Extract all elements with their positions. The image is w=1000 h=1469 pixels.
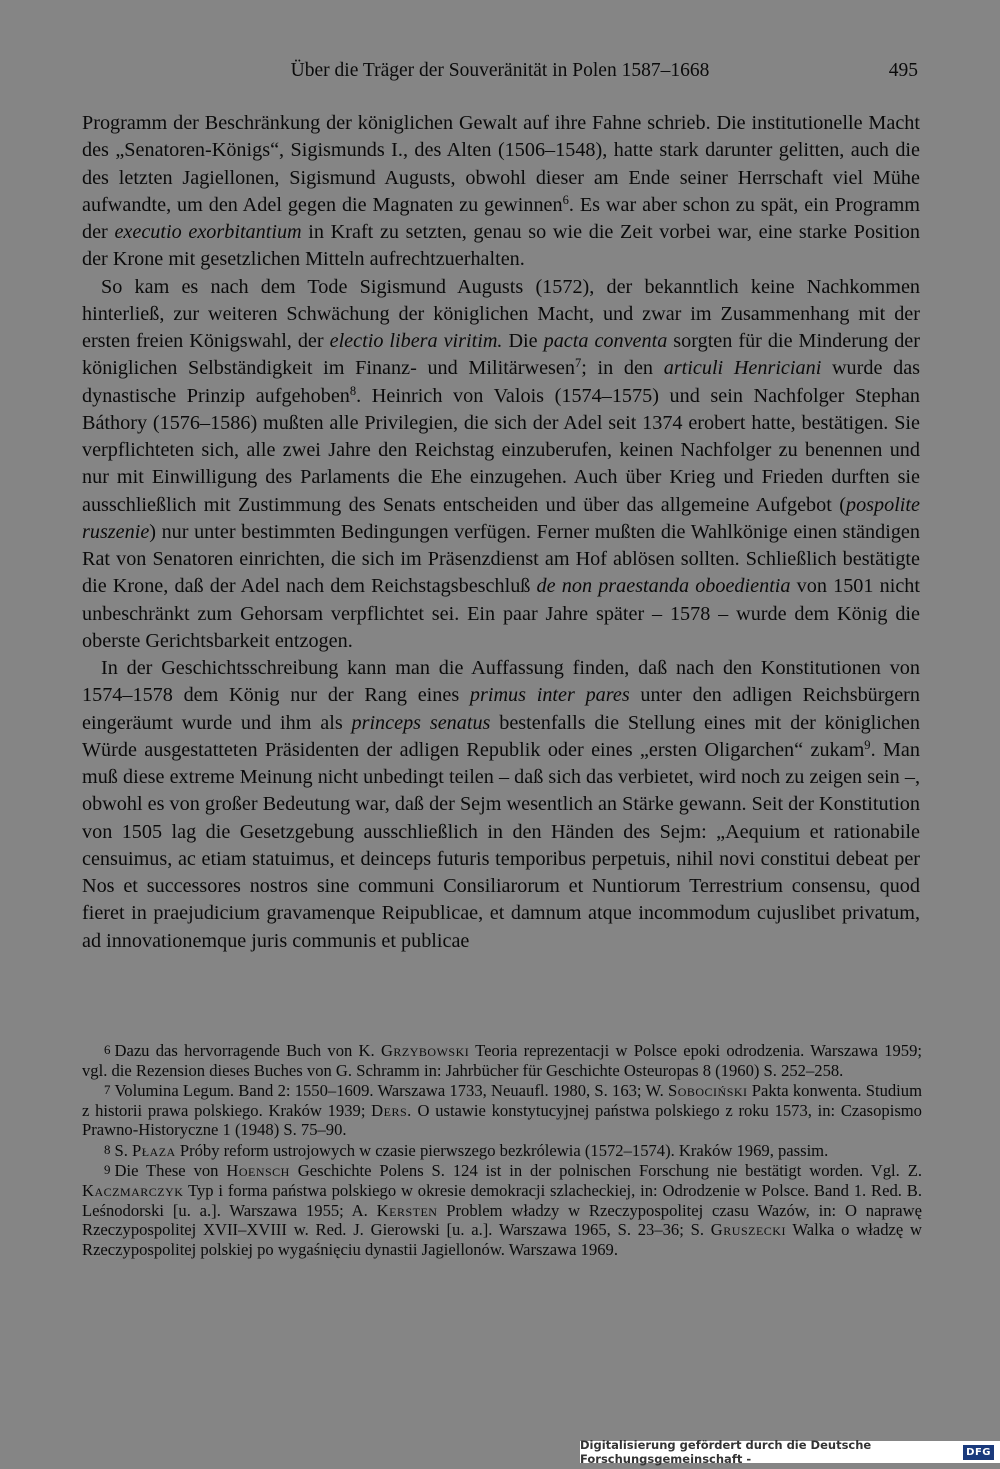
footnote-ref-8[interactable]: 8 bbox=[349, 383, 357, 398]
running-title: Über die Träger der Souveränität in Polen 1587–1668 bbox=[290, 60, 710, 81]
footnote-7: 7 Volumina Legum. Band 2: 1550–1609. Warszawa 1733, Neuaufl. 1980, S. 163; W. Sobociński Pakta konwenta. Studium z historii prawa polskiego. Kraków 1939; Ders. O ustawie konstytucyjnej państwa polskiego z roku 1573, in: Czasopismo Prawno-Historyczne 1 (1948) S. 75–90. bbox=[82, 1081, 922, 1140]
footnote-ref-6[interactable]: 6 bbox=[562, 192, 569, 207]
paragraph-2: So kam es nach dem Tode Sigismund Augusts (1572), der bekanntlich keine Nachkommen hinterließ, zur weiteren Schwächung der königlichen Macht, und zwar im Zusammenhang mit der ersten freien Königswahl, der electio libera viritim. Die pacta conventa sorgten für die Minderung der königlichen Selbständigkeit im Finanz- und Militärwesen$^7$; in den articuli Henriciani wurde das dynastische Prinzip aufgehoben$^8$. Heinrich von Valois (1574–1575) und sein Nachfolger Stephan Báthory (1576–1586) mußten alle Privilegien, die sich der Adel seit 1374 erobert hatte, bestätigen. Sie verpflichteten sich, alle zwei Jahre den Reichstag einzuberufen, keinen Nachfolger zu benennen und nur mit Einwilligung des Parlaments die Ehe einzugehen. Auch über Krieg und Frieden durften sie ausschließlich mit Zustimmung des Senats entscheiden und über das allgemeine Aufgebot (pospolite ruszenie) nur unter bestimmten Bedingungen verfügen. Ferner mußten die Wahlkönige einen ständigen Rat von Senatoren einrichten, die sich im Präsenzdienst am Hof ablösen sollten. Schließlich bestätigte die Krone, daß der Adel nach dem Reichstagsbeschluß de non praestanda oboedientia von 1501 nicht unbeschränkt zum Gehorsam verpflichtet sei. Ein paar Jahre später – 1578 – wurde dem König die oberste Gerichtsbarkeit entzogen. bbox=[82, 275, 921, 652]
paragraph-3: In der Geschichtsschreibung kann man die Auffassung finden, daß nach den Konstitutionen von 1574–1578 dem König nur der Rang eines primus inter pares unter den adligen Reichsbürgern eingeräumt wurde und ihm als princeps senatus bestenfalls die Stellung eines mit der königlichen Würde ausgestatteten Präsidenten der adligen Republik oder eines „ersten Oligarchen“ zukam$^9$. Man muß diese extreme Meinung nicht unbedingt teilen – daß sich das verbietet, wird noch zu zeigen sein –, obwohl es von großer Bedeutung war, daß der Sejm wesentlich an Stärke gewann. Seit der Konstitution von 1505 lag die Gesetzgebung ausschließlich in den Händen des Sejm: „Aequium et rationabile censuimus, ac etiam statuimus, et deinceps futuris temporibus perpetuis, nihil novi constitui debeat per Nos et successores nostros sine communi Consiliarorum et Nuntiorum Terrestrium consensu, quod fieret in praejudicium gravamenque Reipublicae, et damnum atque incommodum cujuslibet privatum, ad innovationemque juris communis et publicae bbox=[82, 657, 921, 952]
footnotes bbox=[82, 1040, 922, 1259]
footnote-ref-9[interactable]: 9 bbox=[864, 737, 871, 752]
footnote-9: 9 Die These von Hoensch Geschichte Polens S. 124 ist in der polnischen Forschung nie bestätigt worden. Vgl. Z. Kaczmarczyk Typ i forma państwa polskiego w okresie demokracji szlacheckiej, in: Odrodzenie w Polsce. Band 1. Red. B. Leśnodorski [u. a.]. Warszawa 1955; A. Kersten Problem władzy w Rzeczypospolitej czasu Wazów, in: O naprawę Rzeczypospolitej XVII–XVIII w. Red. J. Gierowski [u. a.]. Warszawa 1965, S. 23–36; S. Gruszecki Walka o władzę w Rzeczypospolitej polskiej po wygaśnięciu dynastii Jagiellonów. Warszawa 1969. bbox=[82, 1161, 923, 1259]
paragraph-1: Programm der Beschränkung der königlichen Gewalt auf ihre Fahne schrieb. Die institutionelle Macht des „Senatoren-Königs“, Sigismunds I., des Alten (1506–1548), hatte stark darunter gelitten, auch die des letzten Jagiellonen, Sigismund Augusts, obwohl dieser am Ende seiner Herrschaft viel Mühe aufwandte, um den Adel gegen die Magnaten zu gewinnen$^6$. Es war aber schon zu spät, ein Programm der executio exorbitantium in Kraft zu setzten, genau so wie die Zeit vorbei war, eine starke Position der Krone mit gesetzlichen Mitteln aufrechtzuerhalten. bbox=[82, 112, 921, 271]
dfg-logo: DFG bbox=[963, 1445, 994, 1460]
running-header bbox=[0, 56, 1000, 84]
digitization-footer bbox=[580, 1438, 1000, 1466]
footnote-ref-7[interactable]: 7 bbox=[574, 356, 582, 371]
footnote-6: 6 Dazu das hervorragende Buch von K. Grzybowski Teoria reprezentacji w Polsce epoki odrodzenia. Warszawa 1959; vgl. die Rezension dieses Buches von G. Schramm in: Jahrbücher für Geschichte Osteuropas 8 (1960) S. 252–258. bbox=[82, 1040, 922, 1080]
footer-text: Digitalisierung gefördert durch die Deutsche Forschungsgemeinschaft - bbox=[580, 1438, 872, 1466]
footnote-8: 8 S. Płaza Próby reform ustrojowych w czasie pierwszego bezkrólewia (1572–1574). Kraków 1969, passim. bbox=[104, 1140, 829, 1160]
body-text bbox=[82, 110, 920, 955]
page-number: 495 bbox=[888, 60, 918, 81]
